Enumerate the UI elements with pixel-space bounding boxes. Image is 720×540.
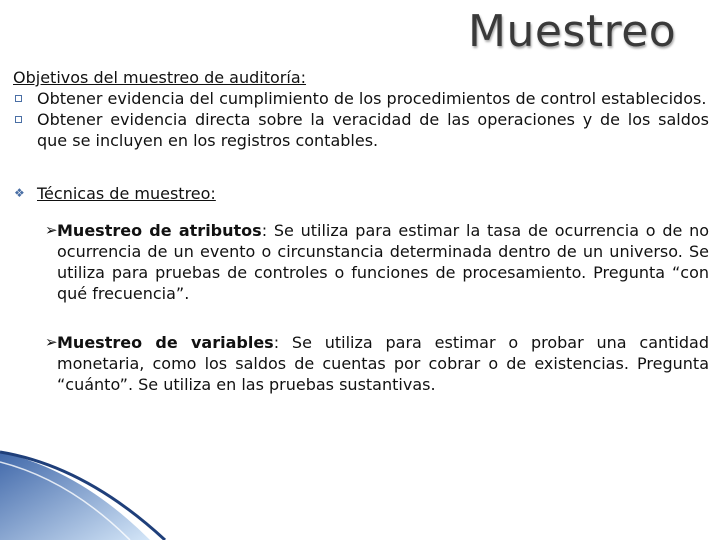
- objectives-heading: Objetivos del muestreo de auditoría:: [13, 68, 307, 87]
- objective-text: Obtener evidencia directa sobre la veracidad de las operaciones y de los saldos que se incluyen en los registros contables.: [37, 110, 709, 150]
- slide-title: Muestreo: [468, 6, 677, 57]
- technique-term: Muestreo de variables: [57, 333, 274, 352]
- technique-text: : Se utiliza para estimar o probar una cantidad monetaria, como los saldos de cuentas por cobrar o de existencias. Pregunta “cuánto”. Se utiliza en las pruebas sustantivas.: [57, 333, 709, 394]
- objective-text: Obtener evidencia del cumplimiento de los procedimientos de control establecidos.: [37, 89, 707, 108]
- arrow-bullet-icon: ➢: [45, 333, 58, 351]
- techniques-heading: Técnicas de muestreo:: [37, 184, 216, 203]
- technique-term: Muestreo de atributos: [57, 221, 262, 240]
- arrow-bullet-icon: ➢: [45, 221, 58, 239]
- diamond-bullet-icon: ❖: [14, 186, 25, 200]
- technique-text: : Se utiliza para estimar la tasa de ocurrencia o de no ocurrencia de un evento o circunstancia determinada dentro de un universo. Se utiliza para pruebas de controles o funciones de procesamiento. Pregunta “con qué frecuencia”.: [57, 221, 710, 303]
